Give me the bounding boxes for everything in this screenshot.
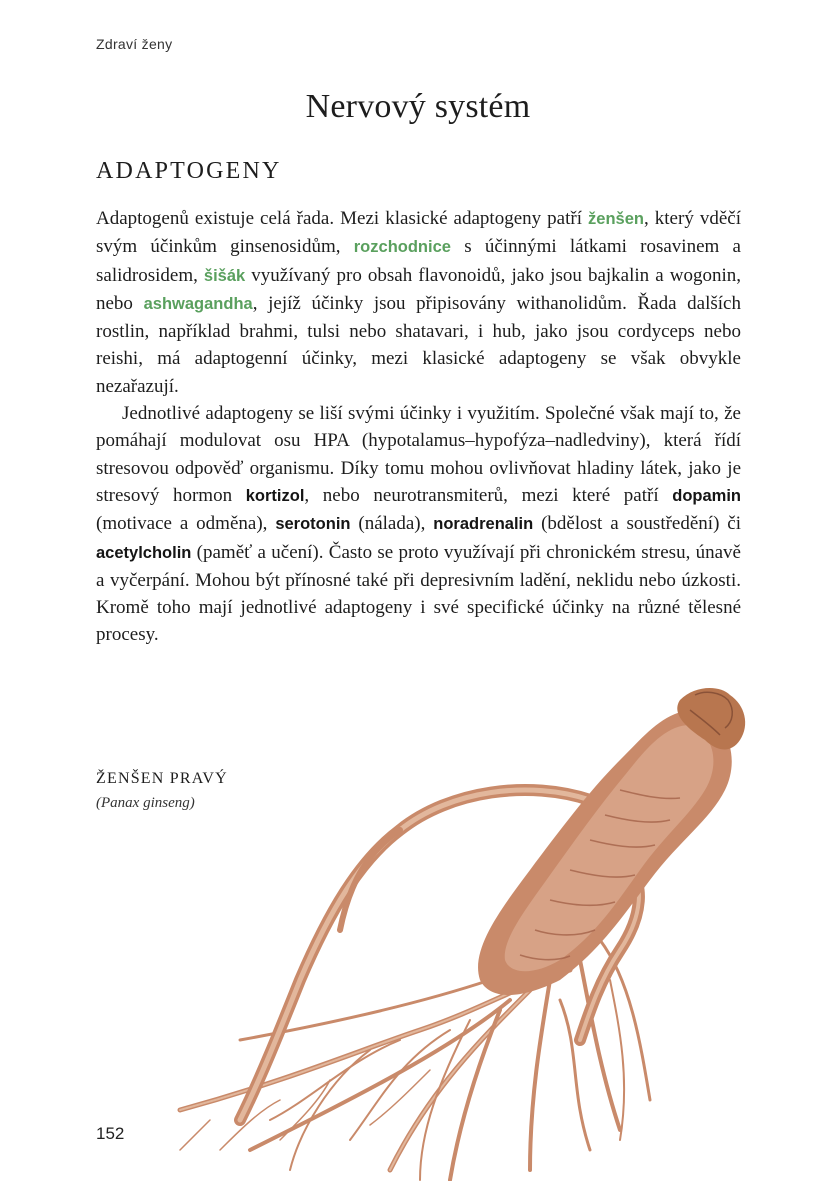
keyword-zensen: ženšen — [588, 210, 644, 228]
text-run: (motivace a odměna), — [96, 513, 276, 535]
keyword-serotonin: serotonin — [275, 515, 351, 534]
text-run: (nálada), — [350, 513, 434, 535]
ginseng-root-illustration — [150, 680, 750, 1181]
figure-caption-latin: (Panax ginseng) — [96, 795, 195, 811]
text-run: s účinnými látkami rosavinem a salidrosidem, — [96, 236, 741, 286]
text-run: , který vděčí svým účinkům ginsenosidům, — [96, 208, 742, 258]
paragraph-1 — [96, 205, 741, 400]
paragraph-2 — [96, 400, 741, 649]
text-run: (bdělost a soustředění) či — [533, 513, 742, 535]
keyword-sisak: šišák — [203, 266, 246, 285]
keyword-dopamin: dopamin — [672, 486, 741, 505]
text-run: využívaný pro obsah flavonoidů, jako jsou bajkalin a wogonin, nebo — [96, 264, 741, 314]
text-run: Adaptogenů existuje celá řada. Mezi klasické adaptogeny patří — [96, 208, 589, 229]
keyword-kortizol: kortizol — [245, 486, 305, 505]
keyword-ashwagandha: ashwagandha — [143, 294, 253, 313]
text-run: Jednotlivé adaptogeny se liší svými účinky i využitím. Společné však mají to, že pomáhají modulovat osu HPA (hypotalamus–hypofýza–nadledviny), která řídí stresovou odpověď organismu. Díky tomu mohou ovlivňovat hladiny látek, jako je stresový hormon — [96, 403, 741, 506]
text-run: , nebo neurotransmiterů, mezi které patří — [304, 484, 673, 506]
section-heading: ADAPTOGENY — [96, 158, 282, 184]
rootlets — [180, 940, 650, 1180]
text-run: (paměť a učení). Často se proto využívají při chronickém stresu, únavě a vyčerpání. Mohou být přínosné také při depresivním ladění, neklidu nebo úzkosti. Kromě toho mají jednotlivé adaptogeny i své specifické účinky na různé tělesné procesy. — [96, 541, 741, 646]
body-text — [96, 205, 741, 649]
keyword-rozchodnice: rozchodnice — [353, 238, 451, 257]
page-number: 152 — [96, 1124, 125, 1143]
figure-caption-name: ŽENŠEN PRAVÝ — [96, 770, 228, 787]
keyword-acetylcholin: acetylcholin — [96, 543, 192, 562]
keyword-noradrenalin: noradrenalin — [433, 515, 534, 534]
text-run: , jejíž účinky jsou připisovány withanolidům. Řada dalších rostlin, například brahmi, tulsi nebo shatavari, i hub, jako jsou cordyceps nebo reishi, má adaptogenní účinky, mezi klasické adaptogeny se však obvykle nezařazují. — [96, 292, 741, 397]
chapter-title: Nervový systém — [305, 88, 531, 125]
running-head: Zdraví ženy — [96, 36, 173, 52]
